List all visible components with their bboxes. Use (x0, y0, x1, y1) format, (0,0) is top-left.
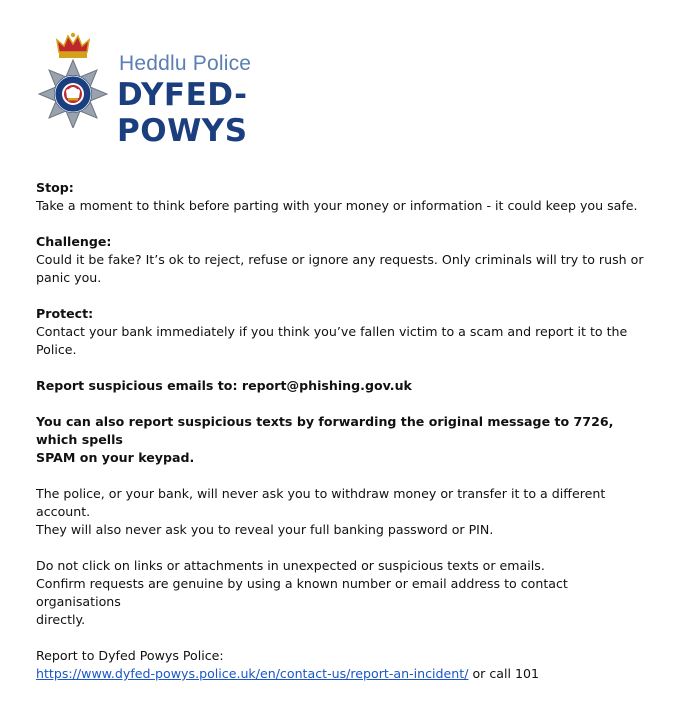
challenge-heading: Challenge: (36, 234, 112, 249)
call-101-text: or call 101 (468, 666, 540, 681)
report-emails-text: Report suspicious emails to: report@phishing.gov.uk (36, 378, 412, 393)
links-advice-line-3: directly. (36, 612, 86, 627)
crown-icon (57, 33, 89, 58)
links-advice-line-2: Confirm requests are genuine by using a known number or email address to contact organisations (36, 576, 568, 609)
never-ask-line-1: The police, or your bank, will never ask you to withdraw money or transfer it to a different account. (36, 486, 606, 519)
links-advice-line-1: Do not click on links or attachments in unexpected or suspicious texts or emails. (36, 558, 545, 573)
stop-section (36, 179, 646, 215)
report-incident-link[interactable]: https://www.dyfed-powys.police.uk/en/contact-us/report-an-incident/ (36, 666, 469, 681)
report-texts-line-2: SPAM on your keypad. (36, 450, 195, 465)
never-ask-line-2: They will also never ask you to reveal your full banking password or PIN. (36, 522, 494, 537)
report-police-line (36, 665, 646, 683)
challenge-section (36, 233, 646, 287)
police-logo (33, 32, 363, 149)
links-advice-section (36, 557, 646, 629)
protect-section (36, 305, 646, 359)
report-texts-section (36, 413, 646, 467)
report-texts-line-1: You can also report suspicious texts by forwarding the original message to 7726, which spells (36, 414, 614, 447)
brand-title: DYFED-POWYS (117, 77, 248, 149)
document-body (36, 179, 646, 701)
stop-text: Take a moment to think before parting with your money or information - it could keep you safe. (36, 198, 638, 213)
report-police-label: Report to Dyfed Powys Police: (36, 648, 224, 663)
stop-heading: Stop: (36, 180, 74, 195)
police-crest-icon (33, 32, 113, 128)
protect-heading: Protect: (36, 306, 94, 321)
challenge-text-line-2: panic you. (36, 270, 102, 285)
protect-text: Contact your bank immediately if you think you’ve fallen victim to a scam and report it to the Police. (36, 324, 628, 357)
never-ask-section (36, 485, 646, 539)
brand-subtitle: Heddlu Police (119, 52, 252, 75)
challenge-text-line-1: Could it be fake? It’s ok to reject, refuse or ignore any requests. Only criminals will try to rush or (36, 252, 644, 267)
